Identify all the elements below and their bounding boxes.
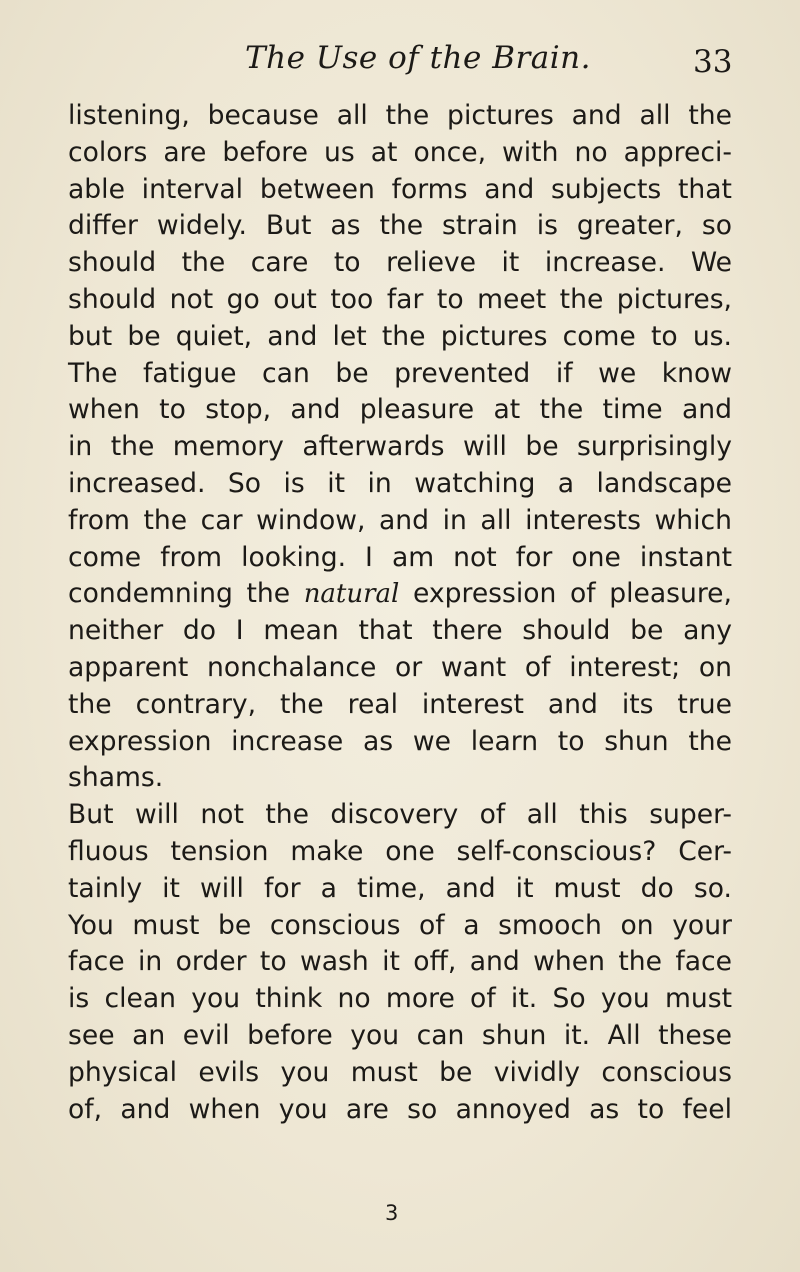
text-line-4: differ widely. But as the strain is greater, so bbox=[68, 210, 732, 242]
text-line-20: But will not the discovery of all this super- bbox=[68, 799, 732, 831]
text-line-12: from the car window, and in all interests which bbox=[68, 504, 732, 536]
page-number: 33 bbox=[693, 44, 733, 80]
text-line-16: apparent nonchalance or want of interest; on bbox=[68, 651, 732, 683]
page-header bbox=[0, 40, 800, 90]
text-line-10: in the memory afterwards will be surprisingly bbox=[68, 431, 732, 463]
text-line-9: when to stop, and pleasure at the time and bbox=[68, 394, 732, 426]
text-line-14-end: expression of pleasure, bbox=[399, 578, 732, 610]
body-text bbox=[68, 98, 732, 1128]
text-line-22: tainly it will for a time, and it must do so. bbox=[68, 872, 732, 904]
text-line-5: should the care to relieve it increase. We bbox=[68, 247, 732, 279]
text-line-21: fluous tension make one self-conscious? Cer- bbox=[68, 835, 732, 867]
text-line-13: come from looking. I am not for one instant bbox=[68, 541, 732, 573]
text-line-18: expression increase as we learn to shun the bbox=[68, 725, 732, 757]
text-line-11: increased. So is it in watching a landscape bbox=[68, 467, 732, 499]
text-line-23: You must be conscious of a smooch on your bbox=[68, 909, 732, 941]
text-line-2: colors are before us at once, with no appreci- bbox=[68, 136, 732, 168]
text-line-17: the contrary, the real interest and its true bbox=[68, 688, 732, 720]
signature-mark: 3 bbox=[385, 1201, 399, 1225]
italic-word: natural bbox=[303, 579, 400, 610]
text-line-28: of, and when you are so annoyed as to feel bbox=[68, 1093, 732, 1125]
running-title: The Use of the Brain. bbox=[245, 40, 592, 76]
text-line-1: listening, because all the pictures and all the bbox=[68, 100, 732, 131]
text-line-14 bbox=[68, 576, 732, 613]
text-line-7: but be quiet, and let the pictures come to us. bbox=[68, 320, 732, 352]
text-line-3: able interval between forms and subjects that bbox=[68, 173, 732, 205]
text-line-8: The fatigue can be prevented if we know bbox=[68, 357, 732, 389]
text-line-19: shams. bbox=[68, 762, 164, 794]
text-line-6: should not go out too far to meet the pictures, bbox=[68, 283, 732, 315]
text-line-15: neither do I mean that there should be any bbox=[68, 615, 732, 647]
text-line-25: is clean you think no more of it. So you must bbox=[68, 983, 732, 1015]
text-line-14-start: condemning the bbox=[68, 578, 304, 610]
text-line-26: see an evil before you can shun it. All these bbox=[68, 1019, 732, 1051]
text-line-24: face in order to wash it off, and when the face bbox=[68, 946, 732, 978]
text-line-27: physical evils you must be vividly conscious bbox=[68, 1056, 732, 1088]
